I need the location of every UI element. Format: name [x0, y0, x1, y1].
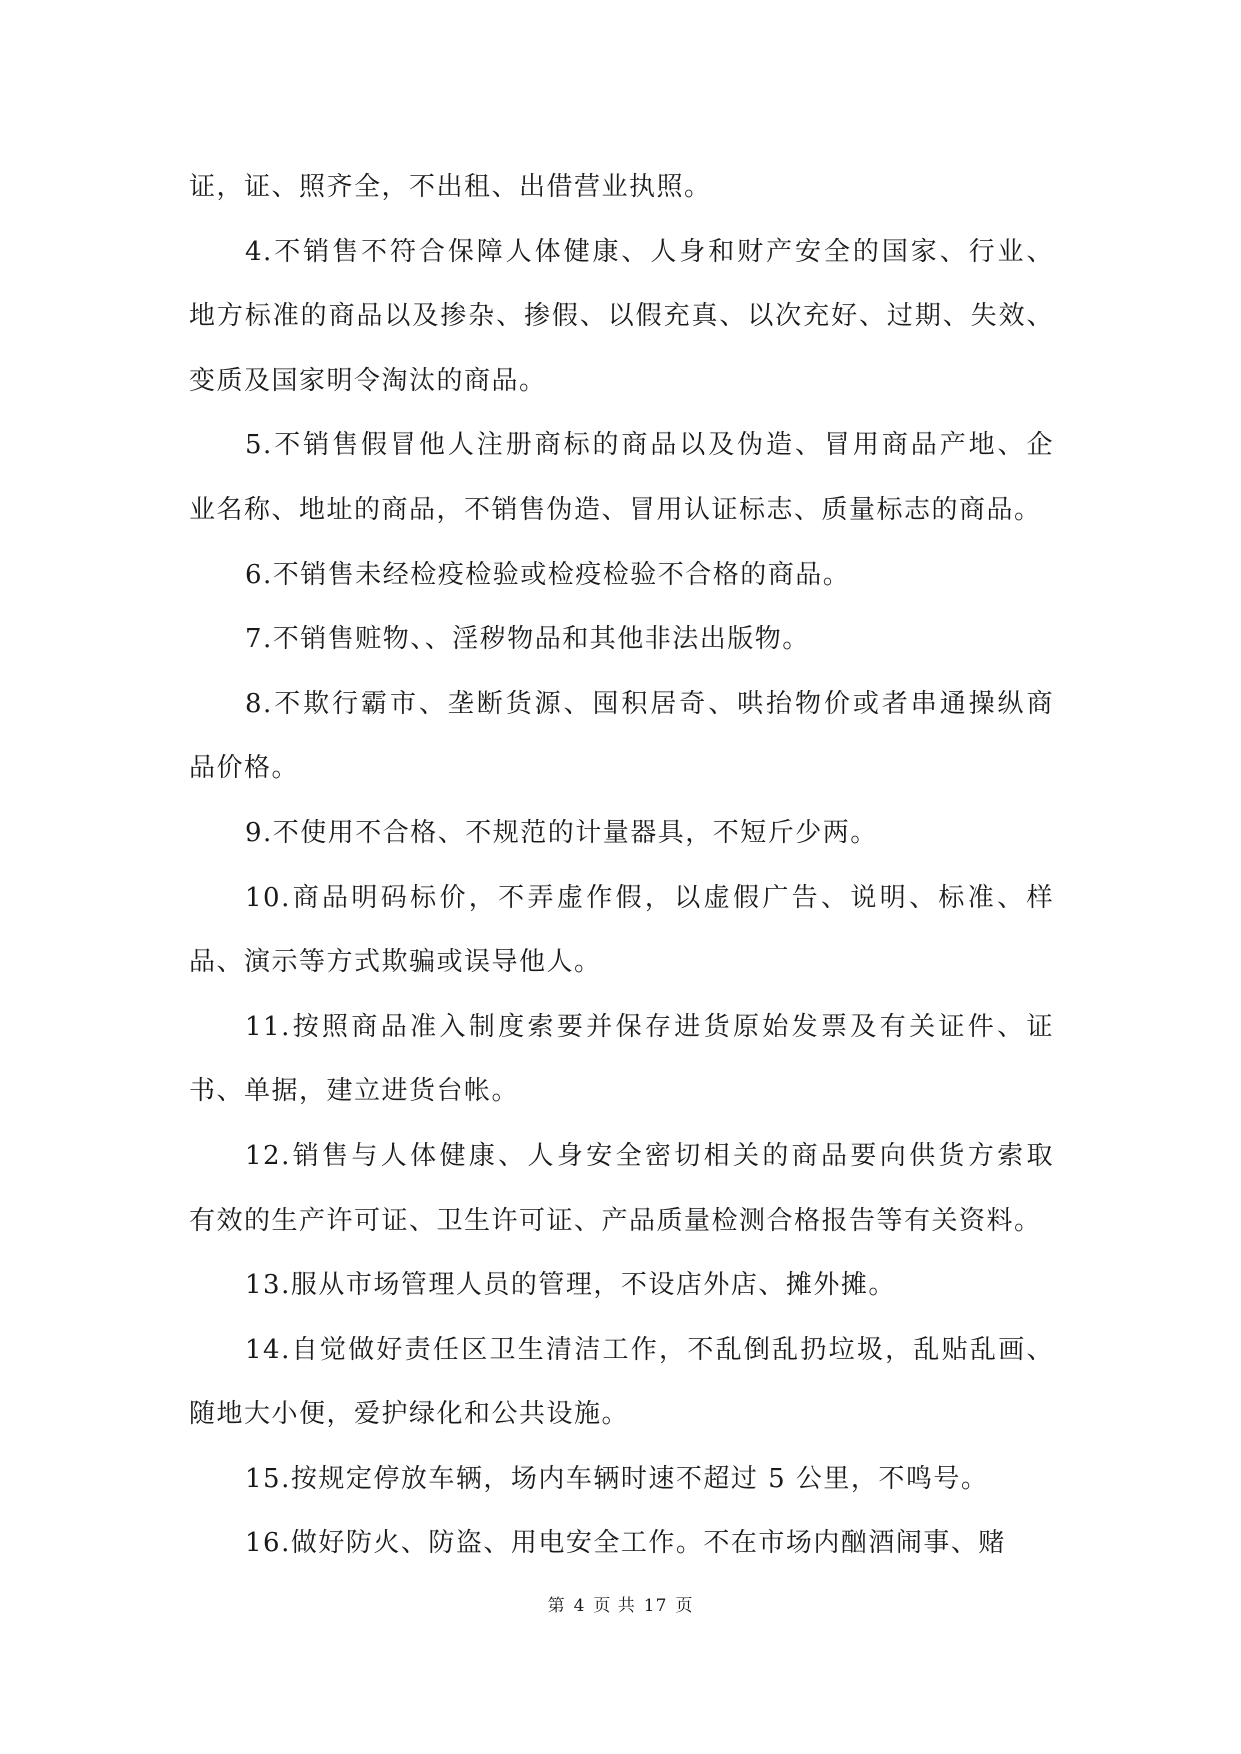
paragraph [189, 672, 1054, 801]
text-line: 16.做好防火、防盗、用电安全工作。不在市场内酗酒闹事、赌 [245, 1528, 1006, 1559]
paragraph [189, 413, 1054, 542]
text-line: 14.自觉做好责任区卫生清洁工作，不乱倒乱扔垃圾，乱贴乱画、 [245, 1334, 1054, 1365]
paragraph [189, 1318, 1054, 1447]
text-line: 11.按照商品准入制度索要并保存进货原始发票及有关证件、证 [245, 1011, 1054, 1042]
paragraph [189, 995, 1054, 1124]
text-line: 7.不销售赃物、、淫秽物品和其他非法出版物。 [245, 624, 810, 655]
page-footer [0, 1591, 1241, 1616]
paragraph [189, 1124, 1054, 1253]
text-line: 业名称、地址的商品，不销售伪造、冒用认证标志、质量标志的商品。 [189, 494, 1042, 525]
footer-mid: 页 共 [593, 1596, 636, 1616]
footer-prefix: 第 [547, 1596, 566, 1616]
text-line: 10.商品明码标价，不弄虚作假，以虚假广告、说明、标准、样 [245, 882, 1054, 913]
paragraph [189, 801, 1054, 866]
body-text [189, 155, 1054, 1576]
text-line: 证，证、照齐全，不出租、出借营业执照。 [189, 172, 712, 202]
text-line: 书、单据，建立进货台帐。 [189, 1076, 520, 1107]
text-line: 品、演示等方式欺骗或误导他人。 [189, 947, 602, 978]
text-line: 4.不销售不符合保障人体健康、人身和财产安全的国家、行业、 [245, 236, 1054, 267]
footer-suffix: 页 [675, 1596, 694, 1616]
paragraph [189, 1511, 1054, 1576]
footer-page-number: 4 [573, 1596, 586, 1616]
paragraph [189, 220, 1054, 414]
paragraph [189, 866, 1054, 995]
paragraph [189, 543, 1054, 608]
text-line: 8.不欺行霸市、垄断货源、囤积居奇、哄抬物价或者串通操纵商 [245, 688, 1054, 719]
text-line: 变质及国家明令淘汰的商品。 [189, 365, 547, 396]
text-line: 品价格。 [189, 753, 300, 784]
text-line: 13.服从市场管理人员的管理，不设店外店、摊外摊。 [245, 1270, 896, 1301]
paragraph [189, 607, 1054, 672]
paragraph [189, 1447, 1054, 1512]
text-line: 9.不使用不合格、不规范的计量器具，不短斤少两。 [245, 817, 878, 848]
text-line: 随地大小便，爱护绿化和公共设施。 [189, 1399, 630, 1430]
paragraph [189, 155, 1054, 220]
text-line: 15.按规定停放车辆，场内车辆时速不超过 5 公里，不鸣号。 [245, 1463, 989, 1494]
text-line: 地方标准的商品以及掺杂、掺假、以假充真、以次充好、过期、失效、 [189, 301, 1054, 332]
footer-total-pages: 17 [643, 1596, 668, 1616]
text-line: 6.不销售未经检疫检验或检疫检验不合格的商品。 [245, 559, 851, 590]
text-line: 有效的生产许可证、卫生许可证、产品质量检测合格报告等有关资料。 [189, 1205, 1042, 1236]
paragraph [189, 1253, 1054, 1318]
text-line: 12.销售与人体健康、人身安全密切相关的商品要向供货方索取 [245, 1140, 1054, 1171]
text-line: 5.不销售假冒他人注册商标的商品以及伪造、冒用商品产地、企 [245, 430, 1054, 461]
